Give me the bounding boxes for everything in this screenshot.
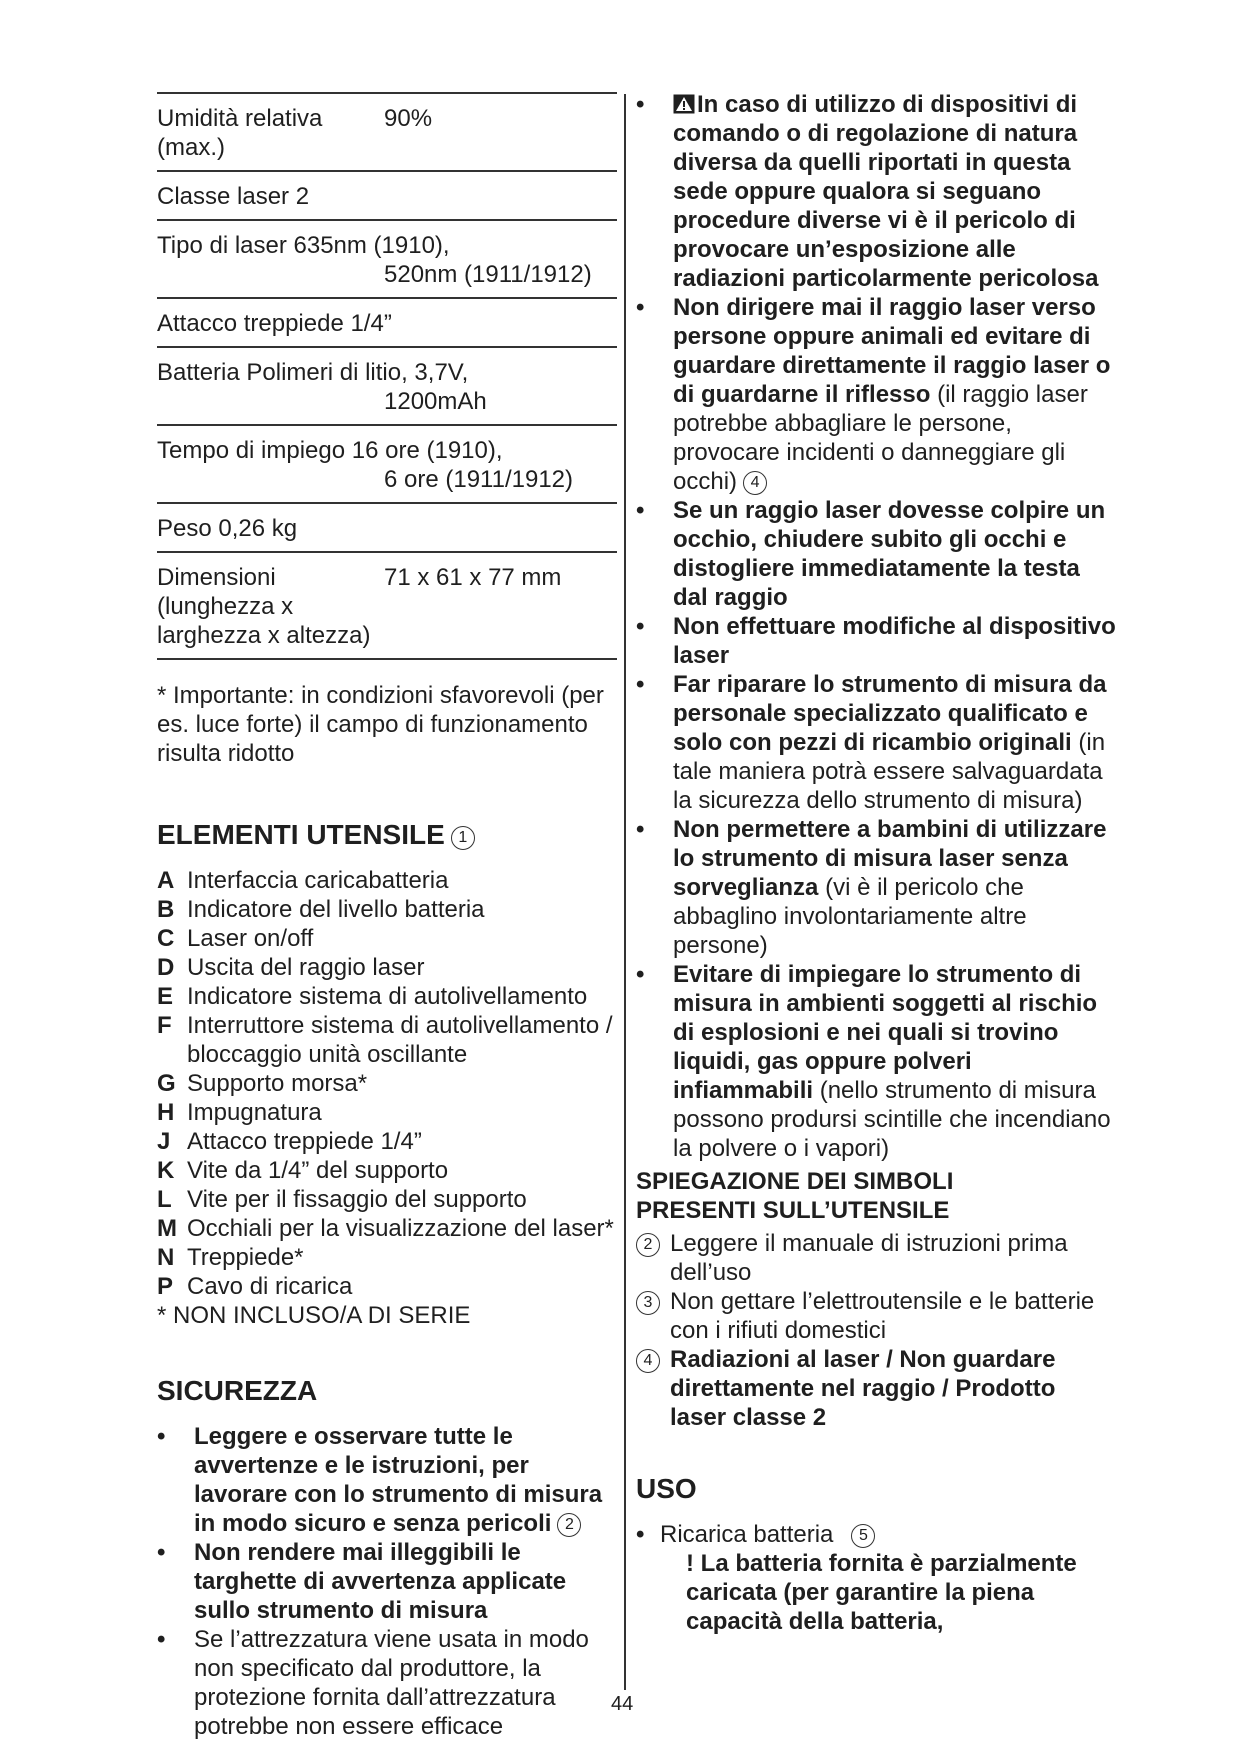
list-item <box>157 953 617 982</box>
bullet-text: (il raggio laser potrebbe abbagliare le persone, provocare incidenti o danneggiare gli occhi) <box>673 381 1088 495</box>
item-key: A <box>157 867 175 894</box>
list-item: • Non effettuare modifiche al dispositivo laser <box>636 613 1116 669</box>
safety-list <box>157 1422 617 1741</box>
list-item: • Non dirigere mai il raggio laser verso persone oppure animali ed evitare di guardare direttamente il raggio laser o di guardarne il riflesso (il raggio laser potrebbe abbagliare le persone, provocare incidenti o danneggiare gli occhi) 4 <box>636 294 1111 495</box>
spec-value: 6 ore (1911/1912) <box>384 466 574 493</box>
list-item <box>636 1287 1116 1345</box>
item-text: Indicatore del livello batteria <box>187 896 485 923</box>
item-key: L <box>157 1186 172 1213</box>
symbols-list <box>636 1229 1116 1432</box>
spec-row <box>157 299 617 348</box>
bullet-text: Se l’attrezzatura viene usata in modo non specificato dal produttore, la protezione fornita dall’attrezzatura potrebbe non essere efficace <box>194 1626 589 1740</box>
item-text: Supporto morsa* <box>187 1070 368 1097</box>
list-item <box>157 1069 617 1098</box>
item-key: N <box>157 1244 175 1271</box>
spec-label-cont: larghezza x altezza) <box>157 622 371 649</box>
section-title-uso: USO <box>636 1473 697 1504</box>
uso-note: ! La batteria fornita è parzialmente caricata (per garantire la piena capacità della batteria, <box>686 1550 1077 1635</box>
list-item: • Ricarica batteria 5 <box>636 1520 1116 1549</box>
figure-badge: 4 <box>636 1349 660 1373</box>
bullet-text-bold: Non permettere a bambini di utilizzare lo strumento di misura laser senza sorveglianza <box>673 816 1107 901</box>
list-item <box>636 1345 1116 1432</box>
list-item <box>157 924 617 953</box>
list-item: • Far riparare lo strumento di misura da personale specializzato qualificato e solo con pezzi di ricambio originali (in tale maniera potrà essere salvaguardata la sicurezza dello strumento di misura) <box>636 671 1107 814</box>
item-text: Interruttore sistema di autolivellamento / bloccaggio unità oscillante <box>187 1012 613 1068</box>
spec-row <box>157 348 617 426</box>
spec-row <box>157 426 617 504</box>
left-column <box>157 92 617 1741</box>
section-title-elementi <box>157 818 617 852</box>
spec-value: 1200mAh <box>384 388 487 415</box>
list-item <box>157 1185 617 1214</box>
bullet-text: Non rendere mai illeggibili le targhette di avvertenza applicate sullo strumento di misura <box>194 1539 567 1624</box>
spec-label: Tipo di laser 635nm (1910), <box>157 232 450 259</box>
list-item <box>157 1156 617 1185</box>
spec-label: Batteria Polimeri di litio, 3,7V, <box>157 359 469 386</box>
spec-label: Dimensioni <box>157 564 276 591</box>
item-key: F <box>157 1012 172 1039</box>
list-item: • Leggere e osservare tutte le avvertenze e le istruzioni, per lavorare con lo strumento di misura in modo sicuro e senza pericoli 2 <box>157 1423 603 1537</box>
section-title-simboli <box>636 1167 1116 1225</box>
spec-label-cont: (lunghezza x <box>157 593 294 620</box>
bullet-text: Non effettuare modifiche al dispositivo laser <box>673 613 1116 669</box>
spec-value: 90% <box>384 105 433 132</box>
item-text: Vite da 1/4” del supporto <box>187 1157 449 1184</box>
list-item <box>157 1098 617 1127</box>
page-number: 44 <box>611 1693 634 1715</box>
symbol-text: Leggere il manuale di istruzioni prima dell’uso <box>670 1230 1068 1286</box>
bullet-text: Ricarica batteria <box>660 1521 834 1548</box>
spec-label: Umidità relativa <box>157 105 323 132</box>
note: * Importante: in condizioni sfavorevoli (per es. luce forte) il campo di funzionamento risulta ridotto <box>157 682 604 767</box>
warning-icon <box>673 94 695 114</box>
figure-badge: 4 <box>743 471 767 495</box>
list-item: • Non permettere a bambini di utilizzare lo strumento di misura laser senza sorveglianza (vi è il pericolo che abbaglino involontariamente altre persone) <box>636 816 1107 959</box>
list-item: • Se l’attrezzatura viene usata in modo non specificato dal produttore, la protezione fornita dall’attrezzatura potrebbe non essere efficace <box>157 1625 617 1741</box>
item-text: Cavo di ricarica <box>187 1273 353 1300</box>
list-item <box>157 895 617 924</box>
item-key: M <box>157 1215 177 1242</box>
item-text: Impugnatura <box>187 1099 322 1126</box>
spec-row <box>157 94 617 172</box>
figure-badge: 3 <box>636 1291 660 1315</box>
bullet-text: In caso di utilizzo di dispositivi di comando o di regolazione di natura diversa da quelli riportati in questa sede oppure qualora si seguano procedure diverse vi è il pericolo di provocare un’esposizione alle radiazioni particolarmente pericolosa <box>673 91 1099 292</box>
list-item <box>157 1127 617 1156</box>
item-key: G <box>157 1070 176 1097</box>
bullet-text: (in tale maniera potrà essere salvaguardata la sicurezza dello strumento di misura) <box>673 729 1106 814</box>
item-text: Treppiede* <box>187 1244 304 1271</box>
list-item: • In caso di utilizzo di dispositivi di comando o di regolazione di natura diversa da quelli riportati in questa sede oppure qualora si seguano procedure diverse vi è il pericolo di provocare un’esposizione alle radiazioni particolarmente pericolosa <box>636 91 1099 292</box>
list-item <box>157 1272 617 1301</box>
item-key: C <box>157 925 175 952</box>
bullet-text: (nello strumento di misura possono prodursi scintille che incendiano la polvere o i vapori) <box>673 1077 1111 1162</box>
item-key: K <box>157 1157 175 1184</box>
item-key: P <box>157 1273 174 1300</box>
item-key: H <box>157 1099 175 1126</box>
spec-label: Peso 0,26 kg <box>157 515 298 542</box>
list-item: • Se un raggio laser dovesse colpire un occhio, chiudere subito gli occhi e distogliere immediatamente la testa dal raggio <box>636 496 1116 612</box>
specs-table <box>157 92 617 660</box>
list-item: • Non rendere mai illeggibili le targhette di avvertenza applicate sullo strumento di misura <box>157 1538 617 1625</box>
footnote: * NON INCLUSO/A DI SERIE <box>157 1302 471 1329</box>
item-text: Occhiali per la visualizzazione del laser* <box>187 1215 614 1242</box>
section-title-text: ELEMENTI UTENSILE <box>157 819 445 850</box>
column-divider <box>624 94 626 1690</box>
spec-row <box>157 553 617 660</box>
item-text: Laser on/off <box>187 925 314 952</box>
list-item <box>636 1229 1116 1287</box>
spec-label: Tempo di impiego 16 ore (1910), <box>157 437 503 464</box>
spec-value: 520nm (1911/1912) <box>384 261 592 288</box>
bullet-text-bold: Far riparare lo strumento di misura da personale specializzato qualificato e solo con pezzi di ricambio originali <box>673 671 1107 756</box>
section-title-line: SPIEGAZIONE DEI SIMBOLI <box>636 1168 954 1195</box>
item-text: Uscita del raggio laser <box>187 954 425 981</box>
bullet-text-bold: Evitare di impiegare lo strumento di misura in ambienti soggetti al rischio di esplosioni e nei quali si trovino liquidi, gas oppure polveri infiammabili <box>673 961 1098 1104</box>
spec-label: Attacco treppiede 1/4” <box>157 310 392 337</box>
elements-list <box>157 866 617 1330</box>
item-key: J <box>157 1128 171 1155</box>
list-item <box>157 1243 617 1272</box>
spec-value: 71 x 61 x 77 mm <box>384 564 562 591</box>
spec-label: Classe laser 2 <box>157 183 310 210</box>
spec-row <box>157 221 617 299</box>
bullet-text: (vi è il pericolo che abbaglino involontariamente altre persone) <box>673 874 1027 959</box>
bullet-text-bold: Non dirigere mai il raggio laser verso persone oppure animali ed evitare di guardare direttamente il raggio laser o di guardarne il riflesso <box>673 294 1111 408</box>
spec-label-cont: (max.) <box>157 134 225 161</box>
list-item <box>157 982 617 1011</box>
list-item: • Evitare di impiegare lo strumento di misura in ambienti soggetti al rischio di esplosioni e nei quali si trovino liquidi, gas oppure polveri infiammabili (nello strumento di misura possono prodursi scintille che incendiano la polvere o i vapori) <box>636 961 1111 1162</box>
list-item <box>157 1214 617 1243</box>
figure-badge: 5 <box>851 1524 875 1548</box>
figure-badge: 1 <box>451 826 475 850</box>
bullet-text: Se un raggio laser dovesse colpire un occhio, chiudere subito gli occhi e distogliere immediatamente la testa dal raggio <box>673 497 1106 611</box>
symbol-text: Non gettare l’elettroutensile e le batterie con i rifiuti domestici <box>670 1288 1095 1344</box>
item-key: E <box>157 983 174 1010</box>
list-item <box>157 1011 617 1069</box>
bullet-text: Leggere e osservare tutte le avvertenze e le istruzioni, per lavorare con lo strumento di misura in modo sicuro e senza pericoli <box>194 1423 603 1537</box>
list-item <box>157 866 617 895</box>
section-title-sicurezza: SICUREZZA <box>157 1375 318 1406</box>
figure-badge: 2 <box>636 1233 660 1257</box>
symbol-text: Radiazioni al laser / Non guardare direttamente nel raggio / Prodotto laser classe 2 <box>670 1346 1056 1431</box>
item-key: B <box>157 896 175 923</box>
right-column <box>636 90 1116 1636</box>
section-title-line: PRESENTI SULL’UTENSILE <box>636 1197 950 1224</box>
item-key: D <box>157 954 175 981</box>
item-text: Attacco treppiede 1/4” <box>187 1128 422 1155</box>
item-text: Indicatore sistema di autolivellamento <box>187 983 588 1010</box>
figure-badge: 2 <box>557 1513 581 1537</box>
item-text: Interfaccia caricabatteria <box>187 867 449 894</box>
spec-row <box>157 172 617 221</box>
spec-row <box>157 504 617 553</box>
item-text: Vite per il fissaggio del supporto <box>187 1186 527 1213</box>
